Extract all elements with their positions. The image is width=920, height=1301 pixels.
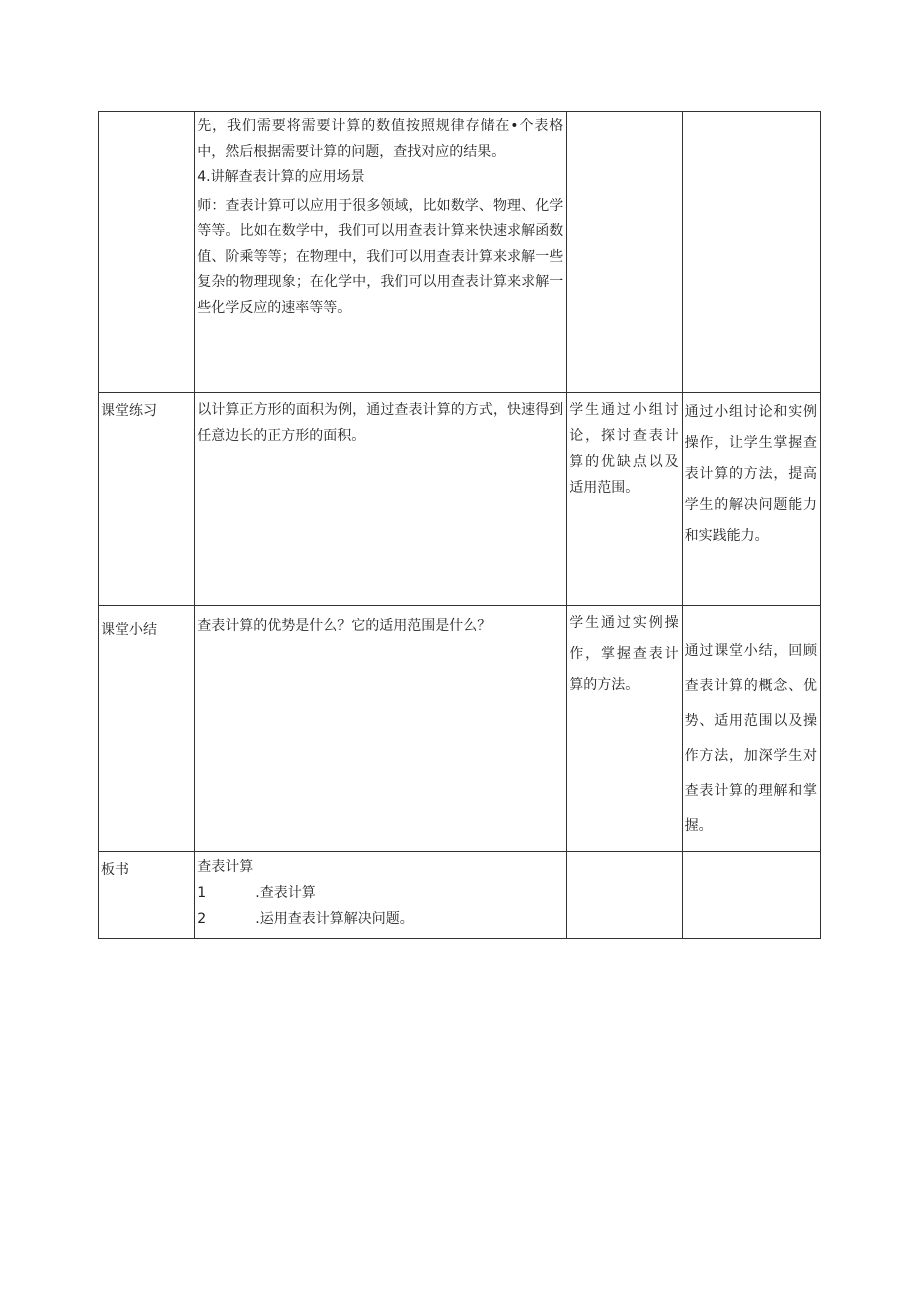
table-row: [99, 112, 821, 393]
lesson-plan-table: [98, 111, 821, 939]
design-purpose-text: 通过课堂小结，回顾查表计算的概念、优势、适用范围以及操作方法，加深学生对查表计算的理解和掌握。: [684, 643, 817, 834]
list-item: [197, 906, 566, 932]
row-label-cell: [99, 852, 195, 939]
student-activity-cell: [567, 112, 682, 393]
paragraph: 先，我们需要将需要计算的数值按照规律存储在•个表格中，然后根据需要计算的问题，查找对应的结果。: [197, 118, 564, 160]
content-cell: [195, 393, 567, 606]
list-item: [197, 880, 566, 906]
student-activity-cell: [567, 606, 682, 852]
row-label: 课堂练习: [101, 403, 157, 419]
row-label: 板书: [101, 862, 129, 878]
table-row: [99, 393, 821, 606]
board-title: 查表计算: [197, 859, 254, 875]
paragraph: 查表计算的优势是什么？它的适用范围是什么？: [197, 618, 492, 634]
design-purpose-cell: [682, 606, 820, 852]
table-row: [99, 852, 821, 939]
list-item-number: 2: [197, 911, 207, 927]
list-item-text: .查表计算: [255, 885, 316, 901]
student-activity-cell: [567, 852, 682, 939]
design-purpose-cell: [682, 393, 820, 606]
student-activity-text: 学生通过实例操作，掌握查表计算的方法。: [569, 615, 679, 693]
row-label-cell: [99, 112, 195, 393]
paragraph: 师：查表计算可以应用于很多领域，比如数学、物理、化学等等。比如在数学中，我们可以用查表计算来快速求解函数值、阶乘等等；在物理中，我们可以用查表计算来求解一些复杂的物理现象；在化学中，我们可以用查表计算来求解一些化学反应的速率等等。: [197, 197, 564, 316]
content-cell: [195, 852, 567, 939]
student-activity-cell: [567, 393, 682, 606]
list-item-text: .运用查表计算解决问题。: [255, 911, 414, 927]
design-purpose-text: 通过小组讨论和实例操作，让学生掌握查表计算的方法，提高学生的解决问题能力和实践能力。: [684, 404, 817, 544]
paragraph: 4.讲解查表计算的应用场景: [197, 169, 365, 185]
content-cell: [195, 606, 567, 852]
list-item-number: 1: [197, 885, 207, 901]
paragraph: 以计算正方形的面积为例，通过查表计算的方式，快速得到任意边长的正方形的面积。: [197, 402, 564, 444]
row-label-cell: [99, 393, 195, 606]
design-purpose-cell: [682, 112, 820, 393]
table-row: [99, 606, 821, 852]
design-purpose-cell: [682, 852, 820, 939]
student-activity-text: 学生通过小组讨论，探讨查表计算的优缺点以及适用范围。: [569, 402, 679, 496]
content-cell: [195, 112, 567, 393]
row-label: 课堂小结: [101, 622, 157, 638]
row-label-cell: [99, 606, 195, 852]
